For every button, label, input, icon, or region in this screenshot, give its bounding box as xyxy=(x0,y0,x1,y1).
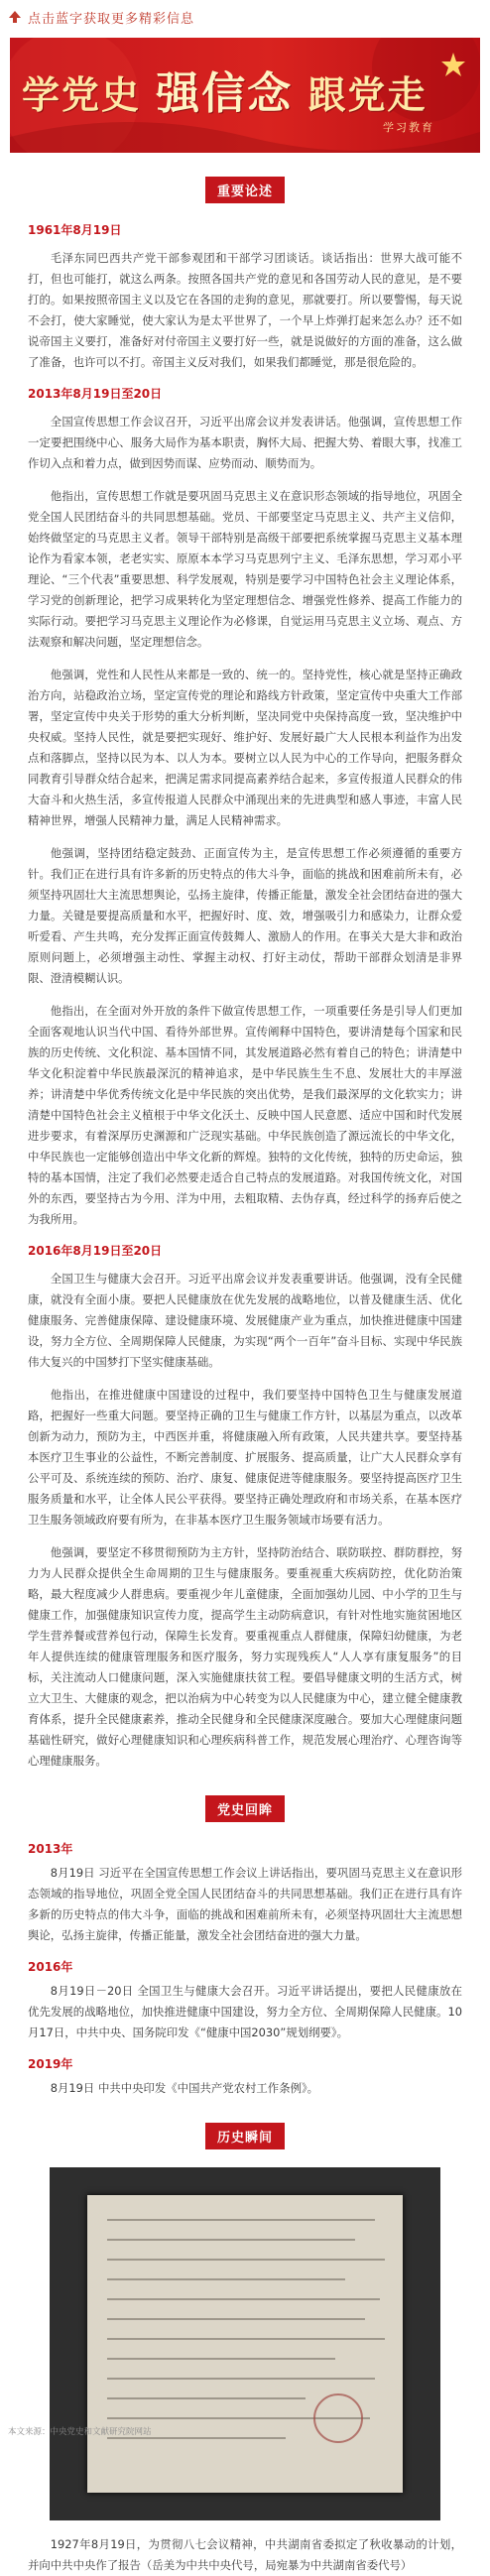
banner xyxy=(10,38,480,153)
banner-headline xyxy=(22,58,468,121)
source-note: 本文来源：中央党史和文献研究院网站 xyxy=(8,2427,152,2437)
speech-paragraph: 他强调，党性和人民性从来都是一致的、统一的。坚持党性，核心就是坚持正确政治方向，站稳政治立场，坚定宣传党的理论和路线方针政策，坚定宣传中央重大工作部署，坚定宣传中央关于形势的重大分析判断，坚决同党中央保持高度一致，坚决维护中央权威。坚持人民性，就是要把实现好、维护好、发展好最广大人民根本利益作为出发点和落脚点，坚持以民为本、以人为本。要树立以人民为中心的工作导向，把服务群众同教育引导群众结合起来，把满足需求同提高素养结合起来，多宣传报道人民群众的伟大奋斗和火热生活，多宣传报道人民群众中涌现出来的先进典型和感人事迹，丰富人民精神世界，增强人民精神力量，满足人民精神需求。 xyxy=(28,668,462,827)
star-icon xyxy=(440,52,466,77)
review-text: 8月19日 中共中央印发《中国共产党农村工作条例》。 xyxy=(50,2081,319,2095)
speech-block-1961 xyxy=(0,221,490,373)
speech-block-2016 xyxy=(0,1242,490,1772)
section-tag-album xyxy=(0,2123,490,2149)
seal-stamp xyxy=(313,2393,363,2443)
document-paper xyxy=(87,2195,403,2493)
review-text: 8月19日－20日 全国卫生与健康大会召开。习近平讲话提出，要把人民健康放在优先发展的战略地位，加快推进健康中国建设，努力全方位、全周期保障人民健康。10月17日，中共中央、国务院印发《“健康中国2030”规划纲要》。 xyxy=(28,1984,462,2039)
speech-paragraph: 他强调，坚持团结稳定鼓劲、正面宣传为主，是宣传思想工作必须遵循的重要方针。我们正在进行具有许多新的历史特点的伟大斗争，面临的挑战和困难前所未有，必须坚持巩固壮大主流思想舆论，弘扬主旋律，传播正能量，激发全社会团结奋进的强大力量。关键是要提高质量和水平，把握好时、度、效，增强吸引力和感染力，让群众爱听爱看、产生共鸣，充分发挥正面宣传鼓舞人、激励人的作用。在事关大是大非和政治原则问题上，必须增强主动性、掌握主动权、打好主动仗，帮助干部群众划清是非界限、澄清模糊认识。 xyxy=(28,846,462,985)
headline-part-1: 学党史 xyxy=(22,72,142,117)
top-hint-bar xyxy=(0,0,490,34)
headline-part-3: 跟党走 xyxy=(307,72,428,117)
section-tag-important xyxy=(0,177,490,203)
speech-date: 2013年8月19日至20日 xyxy=(28,387,163,401)
speech-paragraph: 全国卫生与健康大会召开。习近平出席会议并发表重要讲话。他强调，没有全民健康，就没有全面小康。要把人民健康放在优先发展的战略地位，以普及健康生活、优化健康服务、完善健康保障、建设健康环境、发展健康产业为重点，加快推进健康中国建设，努力全方位、全周期保障人民健康，为实现“两个一百年”奋斗目标、实现中华民族伟大复兴的中国梦打下坚实健康基础。 xyxy=(28,1272,462,1369)
speech-date: 1961年8月19日 xyxy=(28,223,122,237)
review-text: 8月19日 习近平在全国宣传思想工作会议上讲话指出，要巩固马克思主义在意识形态领域的指导地位，巩固全党全国人民团结奋斗的共同思想基础。我们正在进行具有许多新的历史特点的伟大斗争，面临的挑战和困难前所未有，必须坚持巩固壮大主流思想舆论，弘扬主旋律，传播正能量，激发全社会团结奋进的强大力量。 xyxy=(28,1866,462,1942)
speech-paragraph: 他指出，宣传思想工作就是要巩固马克思主义在意识形态领域的指导地位，巩固全党全国人民团结奋斗的共同思想基础。党员、干部要坚定马克思主义、共产主义信仰，始终做坚定的马克思主义者。领导干部特别是高级干部要把系统掌握马克思主义基本理论作为看家本领，老老实实、原原本本学习马克思列宁主义、毛泽东思想，学习邓小平理论、“三个代表”重要思想、科学发展观，特别是要学习中国特色社会主义理论体系，学习党的创新理论，把学习成果转化为坚定理想信念、增强党性修养、提高工作能力的实际行动。要把学习马克思主义理论作为必修课，自觉运用马克思主义立场、观点、方法观察和解决问题，坚定理想信念。 xyxy=(28,489,462,649)
speech-paragraph: 毛泽东同巴西共产党干部参观团和干部学习团谈话。谈话指出：世界大战可能不打，但也可能打，就这么两条。按照各国共产党的意见和各国劳动人民的意见，是不要打的。如果按照帝国主义以及它在各国的走狗的意见，那就要打。所以要警惕，每天说不会打，使大家睡觉，使大家认为是太平世界了，一个早上炸弹打起来怎么办？还不如说帝国主义要打，准备好对付帝国主义要打好一些，就是说做好的方面的准备，这么做了准备，也许可以不打。帝国主义反对我们，如果我们都睡觉，那是很危险的。 xyxy=(28,251,462,369)
arrow-up-icon xyxy=(8,10,22,24)
speech-paragraph: 他指出，在全面对外开放的条件下做宣传思想工作，一项重要任务是引导人们更加全面客观地认识当代中国、看待外部世界。宣传阐释中国特色，要讲清楚每个国家和民族的历史传统、文化积淀、基本国情不同，其发展道路必然有着自己的特色；讲清楚中华文化积淀着中华民族最深沉的精神追求，是中华民族生生不息、发展壮大的丰厚滋养；讲清楚中华优秀传统文化是中华民族的突出优势，是我们最深厚的文化软实力；讲清楚中国特色社会主义植根于中华文化沃土、反映中国人民意愿、适应中国和时代发展进步要求，有着深厚历史渊源和广泛现实基础。中华民族创造了源远流长的中华文化，中华民族也一定能够创造出中华文化新的辉煌。独特的文化传统，独特的历史命运，独特的基本国情，注定了我们必然要走适合自己特点的发展道路。对我国传统文化，对国外的东西，要坚持古为今用、洋为中用，去粗取精、去伪存真，经过科学的扬弃后使之为我所用。 xyxy=(28,1004,462,1226)
review-year: 2016年 xyxy=(28,1960,73,1974)
review-year: 2013年 xyxy=(28,1842,73,1856)
speech-block-2013 xyxy=(0,385,490,1230)
historical-document-photo xyxy=(50,2167,440,2520)
headline-part-2: 强信念 xyxy=(156,68,294,119)
speech-paragraph: 他强调，要坚定不移贯彻预防为主方针，坚持防治结合、联防联控、群防群控，努力为人民群众提供全生命周期的卫生与健康服务。要重视重大疾病防控，优化防治策略，最大程度减少人群患病。要重视少年儿童健康，全面加强幼儿园、中小学的卫生与健康工作，加强健康知识宣传力度，提高学生主动防病意识，有针对性地实施贫困地区学生营养餐或营养包行动，保障生长发育。要重视重点人群健康，保障妇幼健康，为老年人提供连续的健康管理服务和医疗服务，努力实现残疾人“人人享有康复服务”的目标，关注流动人口健康问题，深入实施健康扶贫工程。要倡导健康文明的生活方式，树立大卫生、大健康的观念，把以治病为中心转变为以人民健康为中心，建立健全健康教育体系，提升全民健康素养，推动全民健身和全民健康深度融合。要加大心理健康问题基础性研究，做好心理健康知识和心理疾病科普工作，规范发展心理治疗、心理咨询等心理健康服务。 xyxy=(28,1545,462,1768)
section-tag-history xyxy=(0,1795,490,1822)
section-tag-album-label: 历史瞬间 xyxy=(205,2123,285,2149)
photo-caption: 1927年8月19日，为贯彻八七会议精神，中共湖南省委拟定了秋收暴动的计划，并向中共中央作了报告（岳美为中共中央代号，局宛暴为中共湖南省委代号） xyxy=(28,2537,462,2572)
speech-paragraph: 全国宣传思想工作会议召开，习近平出席会议并发表讲话。他强调，宣传思想工作一定要把围绕中心、服务大局作为基本职责，胸怀大局、把握大势、着眼大事，找准工作切入点和着力点，做到因势而谋、应势而动、顺势而为。 xyxy=(28,415,462,470)
section-tag-important-label: 重要论述 xyxy=(205,177,285,203)
follow-hint[interactable]: 点击蓝字获取更多精彩信息 xyxy=(28,11,195,27)
review-block xyxy=(0,1840,490,2099)
speech-date: 2016年8月19日至20日 xyxy=(28,1244,163,1258)
banner-subtitle: 学习教育 xyxy=(383,121,434,134)
review-year: 2019年 xyxy=(28,2057,73,2071)
section-tag-history-label: 党史回眸 xyxy=(205,1795,285,1822)
speech-paragraph: 他指出，在推进健康中国建设的过程中，我们要坚持中国特色卫生与健康发展道路，把握好一些重大问题。要坚持正确的卫生与健康工作方针，以基层为重点，以改革创新为动力，预防为主，中西医并重，将健康融入所有政策，人民共建共享。要坚持基本医疗卫生事业的公益性，不断完善制度、扩展服务、提高质量，让广大人民群众享有公平可及、系统连续的预防、治疗、康复、健康促进等健康服务。要坚持提高医疗卫生服务质量和水平，让全体人民公平获得。要坚持正确处理政府和市场关系，在基本医疗卫生服务领域政府要有所为，在非基本医疗卫生服务领域市场要有活力。 xyxy=(28,1388,462,1527)
